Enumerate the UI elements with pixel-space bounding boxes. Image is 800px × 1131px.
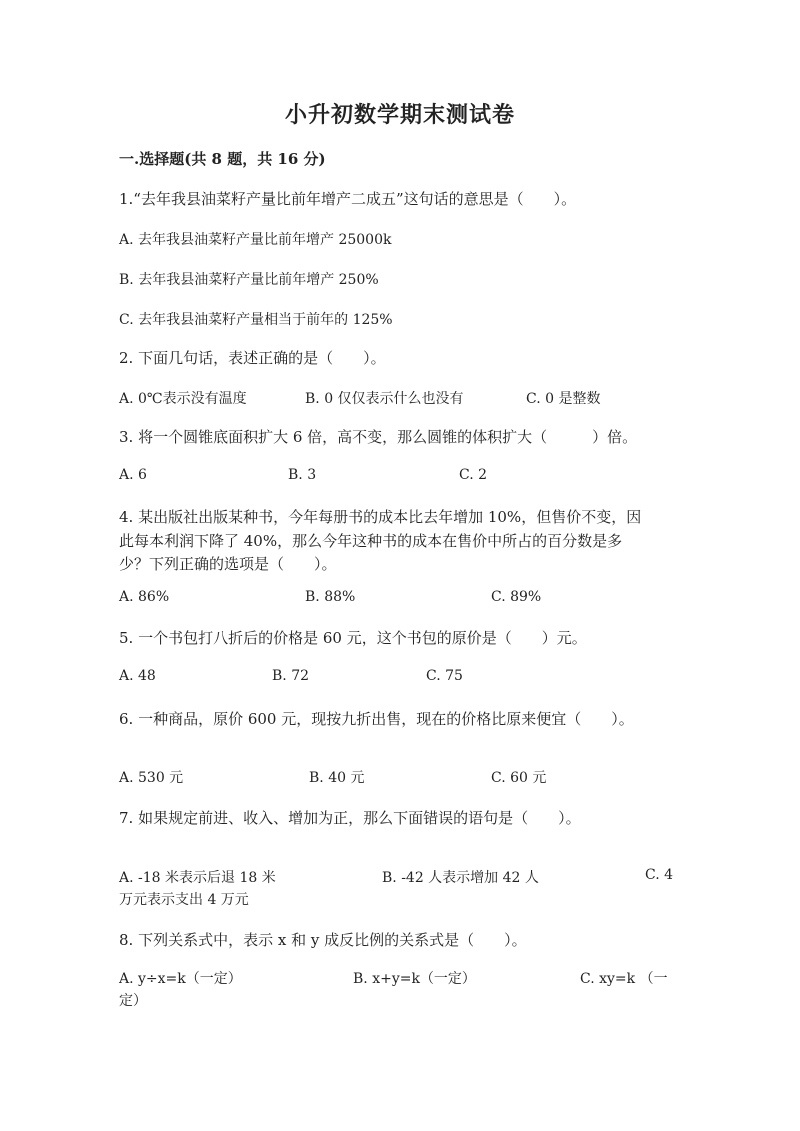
question-7-option-c-continued: 万元表示支出 4 万元 — [119, 892, 249, 908]
question-1-option-c: C. 去年我县油菜籽产量相当于前年的 125% — [119, 312, 393, 328]
question-1-stem: 1.“去年我县油菜籽产量比前年增产二成五”这句话的意思是（ ）。 — [119, 190, 577, 208]
question-5-option-b: B. 72 — [272, 668, 310, 684]
question-5-stem: 5. 一个书包打八折后的价格是 60 元，这个书包的原价是（ ）元。 — [119, 629, 587, 647]
question-8-option-a: A. y÷x=k（一定） — [119, 971, 242, 987]
question-8-option-b: B. x+y=k（一定） — [353, 971, 476, 987]
question-1-option-b: B. 去年我县油菜籽产量比前年增产 250% — [119, 272, 379, 288]
question-3-stem: 3. 将一个圆锥底面积扩大 6 倍，高不变，那么圆锥的体积扩大（ ）倍。 — [119, 428, 638, 446]
question-5-option-a: A. 48 — [119, 668, 156, 684]
question-2-option-a: A. 0℃表示没有温度 — [119, 391, 247, 407]
question-3-option-b: B. 3 — [288, 467, 317, 483]
question-8-option-c-continued: 定） — [119, 993, 147, 1009]
question-2-option-b: B. 0 仅仅表示什么也没有 — [305, 391, 464, 407]
question-3-option-c: C. 2 — [459, 467, 488, 483]
question-4-stem-line-2: 此每本利润下降了 40%，那么今年这种书的成本在售价中所占的百分数是多 — [119, 532, 623, 550]
question-2-stem: 2. 下面几句话，表述正确的是（ ）。 — [119, 349, 386, 367]
page-title: 小升初数学期末测试卷 — [284, 102, 515, 128]
question-6-stem: 6. 一种商品，原价 600 元，现按九折出售，现在的价格比原来便宜（ ）。 — [119, 710, 634, 728]
question-7-option-a: A. -18 米表示后退 18 米 — [119, 870, 276, 886]
question-6-option-a: A. 530 元 — [119, 770, 184, 786]
question-3-option-a: A. 6 — [119, 467, 147, 483]
question-2-option-c: C. 0 是整数 — [526, 391, 601, 407]
question-4-option-b: B. 88% — [305, 589, 356, 605]
question-4-option-a: A. 86% — [119, 589, 170, 605]
section-heading: 一.选择题(共 8 题，共 16 分) — [119, 150, 326, 168]
question-7-option-b: B. -42 人表示增加 42 人 — [382, 870, 539, 886]
question-8-stem: 8. 下列关系式中，表示 x 和 y 成反比例的关系式是（ ）。 — [119, 931, 527, 949]
question-8-option-c: C. xy=k （一 — [580, 971, 668, 987]
question-4-stem-line-1: 4. 某出版社出版某种书，今年每册书的成本比去年增加 10%，但售价不变，因 — [119, 508, 642, 526]
question-5-option-c: C. 75 — [426, 668, 463, 684]
question-7-stem: 7. 如果规定前进、收入、增加为正，那么下面错误的语句是（ ）。 — [119, 809, 581, 827]
question-6-option-c: C. 60 元 — [491, 770, 547, 786]
question-1-option-a: A. 去年我县油菜籽产量比前年增产 25000k — [119, 232, 392, 248]
question-4-stem-line-3: 少？下列正确的选项是（ ）。 — [119, 555, 337, 573]
question-6-option-b: B. 40 元 — [309, 770, 365, 786]
question-7-option-c: C. 4 — [645, 867, 674, 883]
question-4-option-c: C. 89% — [491, 589, 542, 605]
